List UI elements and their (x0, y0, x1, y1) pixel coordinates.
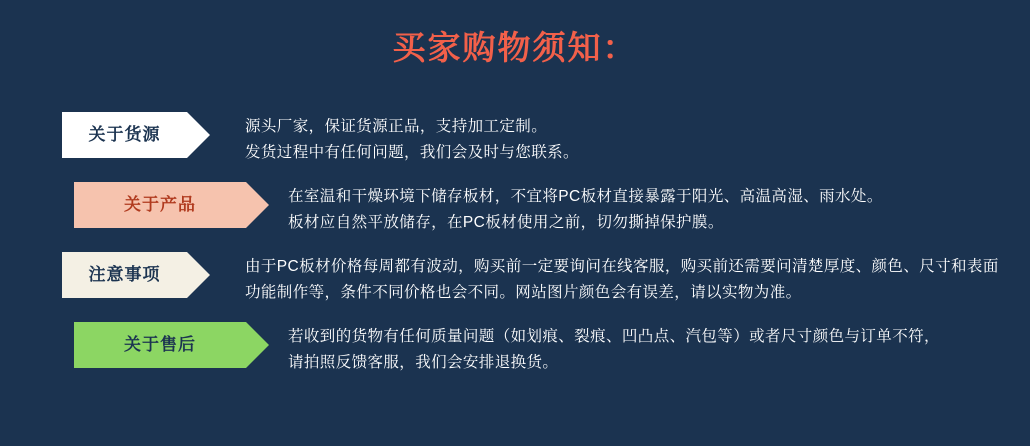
page-title: 买家购物须知： (392, 29, 638, 66)
row-line: 发货过程中有任何问题，我们会及时与您联系。 (245, 144, 579, 161)
tag-label-attention: 注意事项 (62, 252, 187, 298)
tag-wrapper (62, 252, 187, 298)
row-text-source (245, 112, 579, 166)
row-line: 在室温和干燥环境下储存板材，不宜将PC板材直接暴露于阳光、高温高湿、雨水处。 (288, 188, 883, 205)
notice-rows (0, 112, 1030, 392)
row-line: 由于PC板材价格每周都有波动，购买前一定要询问在线客服，购买前还需要问清楚厚度、颜色、尺寸和表面 (245, 258, 999, 275)
tag-label-product: 关于产品 (74, 182, 246, 228)
notice-row-aftersales (0, 322, 1030, 376)
row-line: 若收到的货物有任何质量问题（如划痕、裂痕、凹凸点、汽包等）或者尺寸颜色与订单不符， (288, 328, 940, 345)
row-line: 源头厂家，保证货源正品，支持加工定制。 (245, 118, 548, 135)
tag-wrapper (62, 112, 187, 158)
row-line: 板材应自然平放储存，在PC板材使用之前，切勿撕掉保护膜。 (288, 214, 724, 231)
tag-wrapper (74, 182, 246, 228)
notice-row-source (0, 112, 1030, 166)
row-line: 功能制作等，条件不同价格也会不同。网站图片颜色会有误差，请以实物为准。 (245, 284, 802, 301)
row-line: 请拍照反馈客服，我们会安排退换货。 (288, 354, 559, 371)
row-text-aftersales (288, 322, 940, 376)
tag-wrapper (74, 322, 246, 368)
tag-label-source: 关于货源 (62, 112, 187, 158)
row-text-attention (245, 252, 999, 306)
tag-label-aftersales: 关于售后 (74, 322, 246, 368)
notice-row-attention (0, 252, 1030, 306)
notice-row-product (0, 182, 1030, 236)
row-text-product (288, 182, 883, 236)
